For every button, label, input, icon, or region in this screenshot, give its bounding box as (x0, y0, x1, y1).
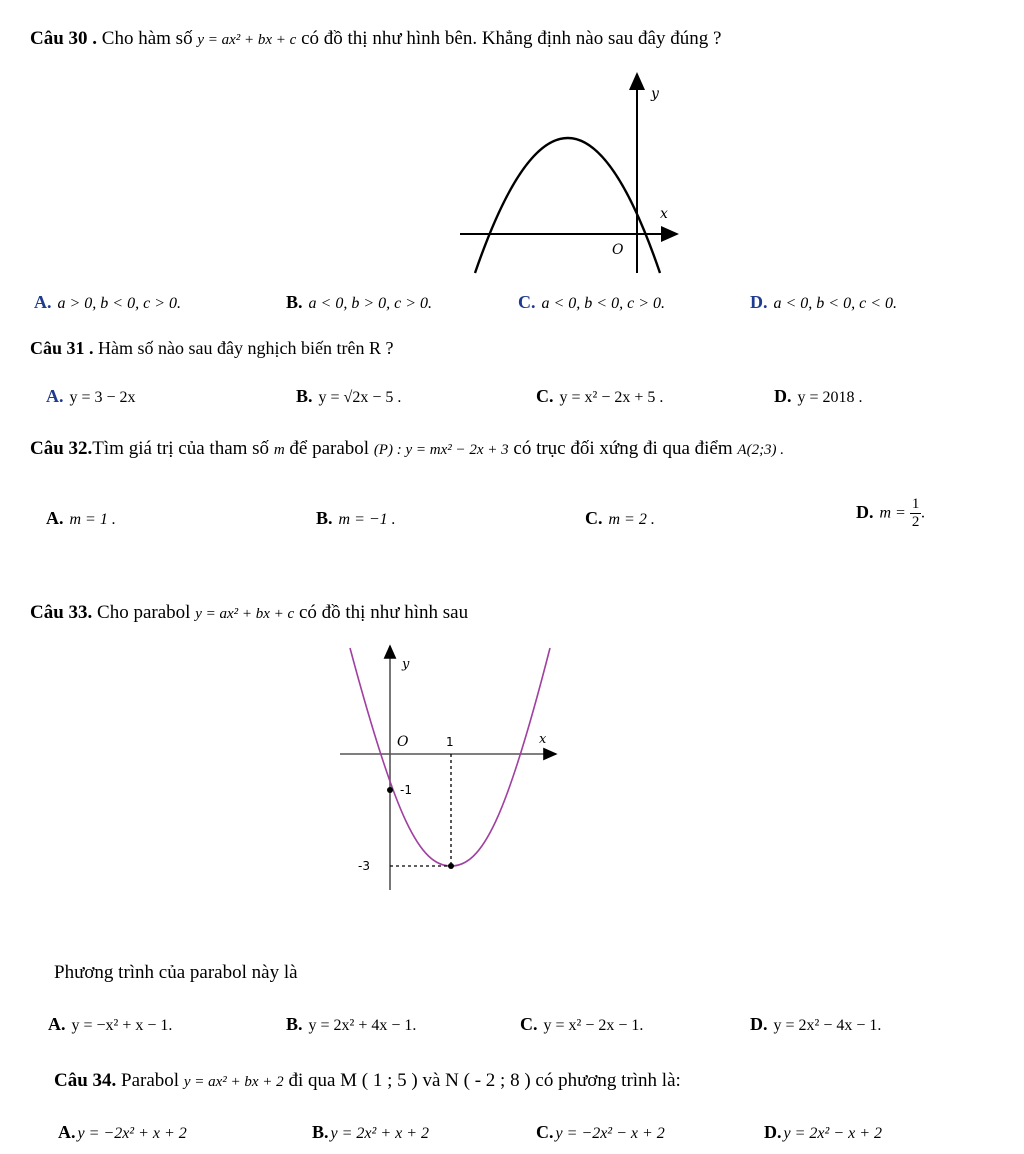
q30-graph (455, 68, 695, 278)
q30-option-d-value: a < 0, b < 0, c < 0. (773, 295, 897, 312)
q33-origin-label: O (397, 734, 409, 750)
q34-option-c-label: C. (536, 1122, 554, 1142)
q31-option-b[interactable] (296, 386, 401, 407)
q33-option-a-value: y = −x² + x − 1. (71, 1017, 173, 1034)
q32-text: Tìm giá trị của tham số (92, 438, 270, 459)
q33-label: Câu 33. (30, 602, 93, 623)
q30-option-a-value: a > 0, b < 0, c > 0. (57, 295, 181, 312)
q34-text2: đi qua M ( 1 ; 5 ) và N ( - 2 ; 8 ) có phương trình là: (288, 1070, 681, 1091)
q31-label: Câu 31 . (30, 338, 94, 358)
q32-option-d-prefix: m = (879, 504, 906, 522)
q33-option-a-label: A. (48, 1014, 66, 1034)
q34-option-d[interactable] (764, 1122, 882, 1143)
q33-tick-m1: -1 (400, 783, 412, 797)
q33-parabola (350, 648, 550, 866)
q32-option-d-numerator: 1 (911, 496, 920, 512)
q32-option-c-value: m = 2 . (608, 511, 655, 528)
q30-option-b-value: a < 0, b > 0, c > 0. (308, 295, 433, 312)
q33-vertex-point (448, 863, 454, 869)
q30-option-b-label: B. (286, 292, 303, 312)
q32-option-a-value: m = 1 . (69, 511, 116, 528)
q33-option-d-value: y = 2x² − 4x − 1. (773, 1017, 882, 1034)
q30-option-b[interactable] (286, 292, 432, 313)
q30-x-label: x (660, 206, 668, 222)
q33-y-intercept-point (387, 787, 393, 793)
q32-heading (30, 438, 784, 460)
q31-option-d-label: D. (774, 386, 792, 406)
q33-option-c[interactable] (520, 1014, 643, 1035)
q32-option-d-denominator: 2 (911, 514, 920, 530)
q32-text3: có trục đối xứng đi qua điểm (513, 438, 733, 459)
q33-option-d-label: D. (750, 1014, 768, 1034)
q32-option-b-value: m = −1 . (338, 511, 396, 528)
q33-option-b-label: B. (286, 1014, 303, 1034)
q31-option-b-label: B. (296, 386, 313, 406)
q34-text: Parabol (121, 1070, 180, 1091)
q30-y-label: y (651, 86, 659, 102)
q32-option-c-label: C. (585, 508, 603, 528)
q32-option-b[interactable] (316, 508, 396, 529)
q33-tick-1: 1 (446, 735, 454, 749)
q34-option-c-value: y = −2x² − x + 2 (555, 1125, 665, 1142)
q30-option-a-label: A. (34, 292, 52, 312)
q31-text: Hàm số nào sau đây nghịch biến trên R ? (98, 338, 394, 358)
q34-option-a[interactable] (58, 1122, 187, 1143)
q30-option-c-label: C. (518, 292, 536, 312)
q33-option-b[interactable] (286, 1014, 416, 1035)
q33-tick-m3: -3 (358, 859, 370, 873)
q32-option-d-suffix: . (921, 504, 926, 522)
q34-option-b-label: B. (312, 1122, 329, 1142)
q32-option-d-fraction (910, 496, 922, 531)
q33-heading (30, 602, 468, 624)
q31-option-c-label: C. (536, 386, 554, 406)
q33-option-c-value: y = x² − 2x − 1. (543, 1017, 644, 1034)
q30-label: Câu 30 . (30, 28, 98, 49)
q33-option-b-value: y = 2x² + 4x − 1. (308, 1017, 417, 1034)
q33-graph (336, 640, 566, 895)
q33-formula: y = ax² + bx + c (195, 606, 295, 622)
q31-option-d-value: y = 2018 . (797, 389, 863, 406)
q32-option-b-label: B. (316, 508, 333, 528)
q30-origin-label: O (612, 242, 624, 258)
q30-option-a[interactable] (34, 292, 181, 313)
q32-option-c[interactable] (585, 508, 655, 529)
q34-option-c[interactable] (536, 1122, 665, 1143)
q34-option-a-value: y = −2x² + x + 2 (77, 1125, 187, 1142)
q30-option-d-label: D. (750, 292, 768, 312)
q31-option-b-value: y = √2x − 5 . (318, 389, 402, 406)
q32-option-d-label: D. (856, 501, 874, 522)
q32-option-a[interactable] (46, 508, 116, 529)
q34-heading (54, 1070, 681, 1092)
q33-x-label: x (539, 732, 547, 747)
q34-option-b-value: y = 2x² + x + 2 (330, 1125, 430, 1142)
q32-param: m (273, 442, 285, 458)
q33-prompt: Phương trình của parabol này là (54, 962, 298, 983)
q30-text2: có đồ thị như hình bên. Khẳng định nào sau đây đúng ? (301, 28, 722, 49)
q33-option-d[interactable] (750, 1014, 881, 1035)
q32-formula: (P) : y = mx² − 2x + 3 (373, 442, 509, 458)
q32-option-a-label: A. (46, 508, 64, 528)
q31-option-d[interactable] (774, 386, 863, 407)
q32-label: Câu 32. (30, 438, 93, 459)
q32-text2: để parabol (289, 438, 370, 459)
q33-option-c-label: C. (520, 1014, 538, 1034)
q31-option-c[interactable] (536, 386, 663, 407)
q31-option-c-value: y = x² − 2x + 5 . (559, 389, 664, 406)
q30-parabola (475, 138, 660, 273)
q34-option-a-label: A. (58, 1122, 76, 1142)
q33-y-label: y (402, 657, 410, 672)
q30-formula: y = ax² + bx + c (197, 32, 297, 48)
q30-option-c-value: a < 0, b < 0, c > 0. (541, 295, 665, 312)
q31-option-a-value: y = 3 − 2x (69, 389, 136, 406)
q33-text2: có đồ thị như hình sau (298, 602, 469, 623)
q30-text: Cho hàm số (101, 28, 193, 49)
q33-option-a[interactable] (48, 1014, 172, 1035)
q31-option-a[interactable] (46, 386, 136, 407)
q32-point: A(2;3) . (737, 442, 785, 458)
q30-option-d[interactable] (750, 292, 897, 313)
q31-heading (30, 338, 393, 359)
q34-formula: y = ax² + bx + 2 (183, 1074, 284, 1090)
q30-heading (30, 28, 721, 50)
q34-option-d-label: D. (764, 1122, 782, 1142)
q30-option-c[interactable] (518, 292, 665, 313)
q31-option-a-label: A. (46, 386, 64, 406)
q34-option-d-value: y = 2x² − x + 2 (783, 1125, 882, 1142)
q32-option-d[interactable] (856, 496, 925, 531)
q34-label: Câu 34. (54, 1070, 117, 1091)
q34-option-b[interactable] (312, 1122, 429, 1143)
q33-text: Cho parabol (97, 602, 191, 623)
